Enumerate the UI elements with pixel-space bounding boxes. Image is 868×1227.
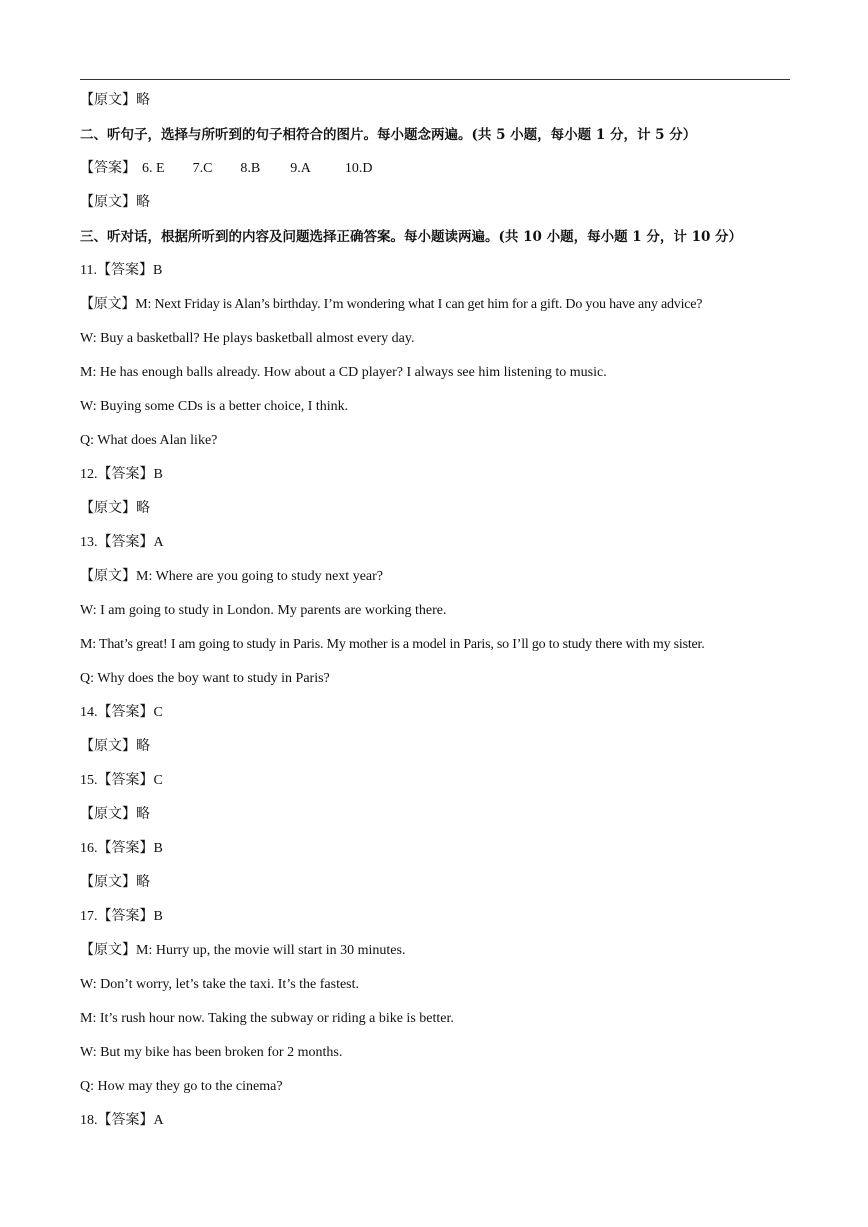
dialogue-line: W: Don’t worry, let’s take the taxi. It’s the fastest.	[80, 977, 360, 992]
answer-line: 13.【答案】A	[80, 535, 164, 550]
answer-item: 7.C	[192, 161, 213, 176]
answer-item: 9.A	[290, 161, 311, 176]
answer-item: 8.B	[240, 161, 261, 176]
dialogue-line: W: I am going to study in London. My parents are working there.	[80, 603, 447, 618]
section-heading: 二、听句子，选择与所听到的句子相符合的图片。每小题念两遍。(共 5 小题，每小题 1 分，计 5 分）	[80, 127, 697, 143]
dialogue-line: W: Buying some CDs is a better choice, I think.	[80, 399, 349, 414]
script-line: 【原文】略	[80, 195, 150, 210]
answer-line: 18.【答案】A	[80, 1113, 164, 1128]
script-line: 【原文】略	[80, 739, 150, 754]
dialogue-line: M: It’s rush hour now. Taking the subway or riding a bike is better.	[80, 1011, 454, 1026]
question-line: Q: What does Alan like?	[80, 433, 218, 448]
dialogue-line: W: Buy a basketball? He plays basketball almost every day.	[80, 331, 415, 346]
answer-line: 12.【答案】B	[80, 467, 163, 482]
script-line: 【原文】略	[80, 807, 150, 822]
answer-line: 11.【答案】B	[80, 263, 163, 278]
script-line: 【原文】略	[80, 501, 150, 516]
answer-item: 10.D	[344, 161, 373, 176]
answer-item: 6. E	[142, 161, 165, 176]
answer-row	[80, 154, 798, 188]
answer-line: 16.【答案】B	[80, 841, 163, 856]
dialogue-line: 【原文】M: Hurry up, the movie will start in 30 minutes.	[80, 943, 406, 958]
answer-label: 【答案】	[80, 161, 136, 176]
answer-line: 14.【答案】C	[80, 705, 163, 720]
dialogue-line: 【原文】M: Where are you going to study next year?	[80, 569, 384, 584]
question-line: Q: Why does the boy want to study in Paris?	[80, 671, 330, 686]
question-line: Q: How may they go to the cinema?	[80, 1079, 283, 1094]
answer-line: 15.【答案】C	[80, 773, 163, 788]
dialogue-line: 【原文】M: Next Friday is Alan’s birthday. I’m wondering what I can get him for a gift. Do you have any advice?	[80, 297, 703, 312]
header-rule	[80, 79, 790, 80]
answer-line: 17.【答案】B	[80, 909, 163, 924]
script-line: 【原文】略	[80, 875, 150, 890]
document-body	[80, 86, 798, 1140]
dialogue-line: M: He has enough balls already. How about a CD player? I always see him listening to music.	[80, 365, 607, 380]
dialogue-line: M: That’s great! I am going to study in Paris. My mother is a model in Paris, so I’ll go to study there with my sister.	[80, 637, 705, 652]
script-line: 【原文】略	[80, 93, 150, 108]
dialogue-line: W: But my bike has been broken for 2 months.	[80, 1045, 343, 1060]
section-heading: 三、听对话，根据所听到的内容及问题选择正确答案。每小题读两遍。(共 10 小题，每小题 1 分，计 10 分）	[80, 229, 743, 245]
